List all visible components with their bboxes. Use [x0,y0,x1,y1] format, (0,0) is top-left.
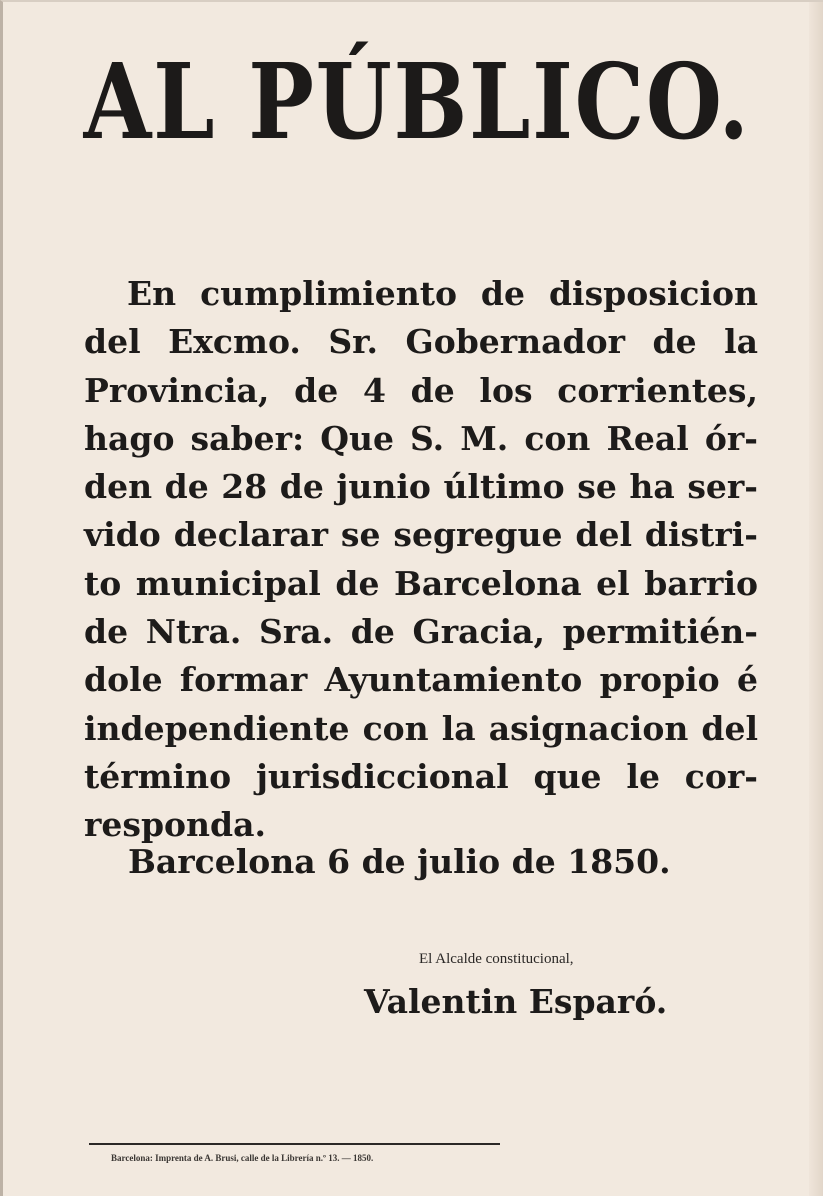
body-line: den de 28 de junio último se ha ser- [84,467,758,507]
body-line: En cumplimiento de disposicion [127,274,758,313]
body-line: hago saber: Que S. M. con Real ór- [84,418,758,458]
date-line: Barcelona 6 de julio de 1850. [128,842,671,881]
notice-body [84,270,758,850]
body-line: de Ntra. Sra. de Gracia, permitién- [84,612,758,652]
body-line: Provincia, de 4 de los corrientes, [84,370,758,410]
body-line: vido declarar se segregue del distri- [84,515,758,555]
notice-title: AL PÚBLICO. [83,40,751,163]
body-line: del Excmo. Sr. Gobernador de la [84,322,758,362]
body-line: independiente con la asignacion del [84,708,758,748]
signatory-name: Valentin Esparó. [364,982,668,1021]
body-line: to municipal de Barcelona el barrio [84,563,758,603]
body-line: dole formar Ayuntamiento propio é [84,660,758,700]
body-line: responda. [84,805,266,845]
body-line: término jurisdiccional que le cor- [84,756,758,796]
footer-rule [89,1143,500,1145]
printer-imprint: Barcelona: Imprenta de A. Brusi, calle de la Librería n.º 13. — 1850. [111,1153,374,1163]
signatory-title: El Alcalde constitucional, [419,951,574,967]
paper-edge [809,2,823,1196]
